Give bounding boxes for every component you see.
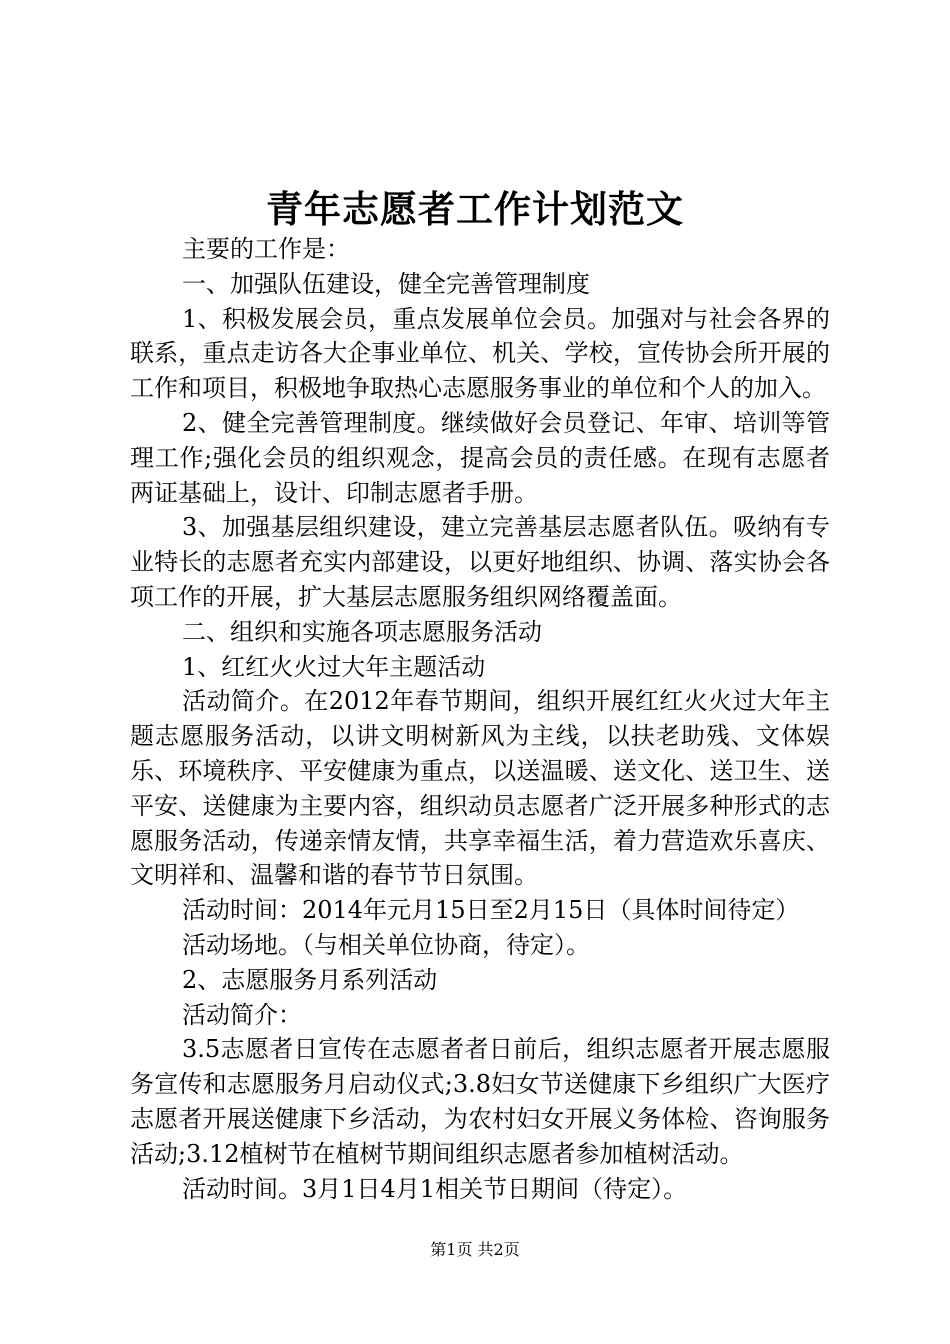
- document-title: 青年志愿者工作计划范文: [266, 188, 684, 231]
- paragraph: 1、积极发展会员，重点发展单位会员。加强对与社会各界的联系，重点走访各大企事业单位、机关、学校，宣传协会所开展的工作和项目，积极地争取热心志愿服务事业的单位和个人的加入。: [130, 304, 830, 403]
- paragraph: 2、健全完善管理制度。继续做好会员登记、年审、培训等管理工作;强化会员的组织观念，提高会员的责任感。在现有志愿者两证基础上，设计、印制志愿者手册。: [130, 408, 830, 507]
- paragraph: 活动场地。（与相关单位协商，待定）。: [182, 930, 590, 959]
- paragraph: 3.5志愿者日宣传在志愿者者日前后，组织志愿者开展志愿服务宣传和志愿服务月启动仪式;3.8妇女节送健康下乡组织广大医疗志愿者开展送健康下乡活动，为农村妇女开展义务体检、咨询服务活动;3.12植树节在植树节期间组织志愿者参加植树活动。: [130, 1035, 830, 1168]
- paragraph: 活动简介。在2012年春节期间，组织开展红红火火过大年主题志愿服务活动，以讲文明树新风为主线，以扶老助残、文体娱乐、环境秩序、平安健康为重点，以送温暖、送文化、送卫生、送平安、送健康为主要内容，组织动员志愿者广泛开展多种形式的志愿服务活动，传递亲情友情，共享幸福生活，着力营造欢乐喜庆、文明祥和、温馨和谐的春节节日氛围。: [130, 687, 830, 890]
- section-heading: 一、加强队伍建设，健全完善管理制度: [182, 269, 590, 298]
- paragraph: 主要的工作是：: [182, 235, 350, 263]
- subsection-heading: 1、红红火火过大年主题活动: [182, 652, 486, 681]
- paragraph: 活动时间：2014年元月15日至2月15日（具体时间待定）: [182, 896, 800, 925]
- paragraph: 活动时间。3月1日4月1相关节日期间（待定）。: [182, 1174, 688, 1203]
- paragraph: 活动简介：: [182, 1000, 302, 1029]
- paragraph: 3、加强基层组织建设，建立完善基层志愿者队伍。吸纳有专业特长的志愿者充实内部建设，以更好地组织、协调、落实协会各项工作的开展，扩大基层志愿服务组织网络覆盖面。: [130, 513, 830, 611]
- section-heading: 二、组织和实施各项志愿服务活动: [182, 617, 542, 646]
- subsection-heading: 2、志愿服务月系列活动: [182, 965, 438, 994]
- document-body: [130, 232, 830, 1206]
- page-footer: 第1页 共2页: [430, 1240, 520, 1259]
